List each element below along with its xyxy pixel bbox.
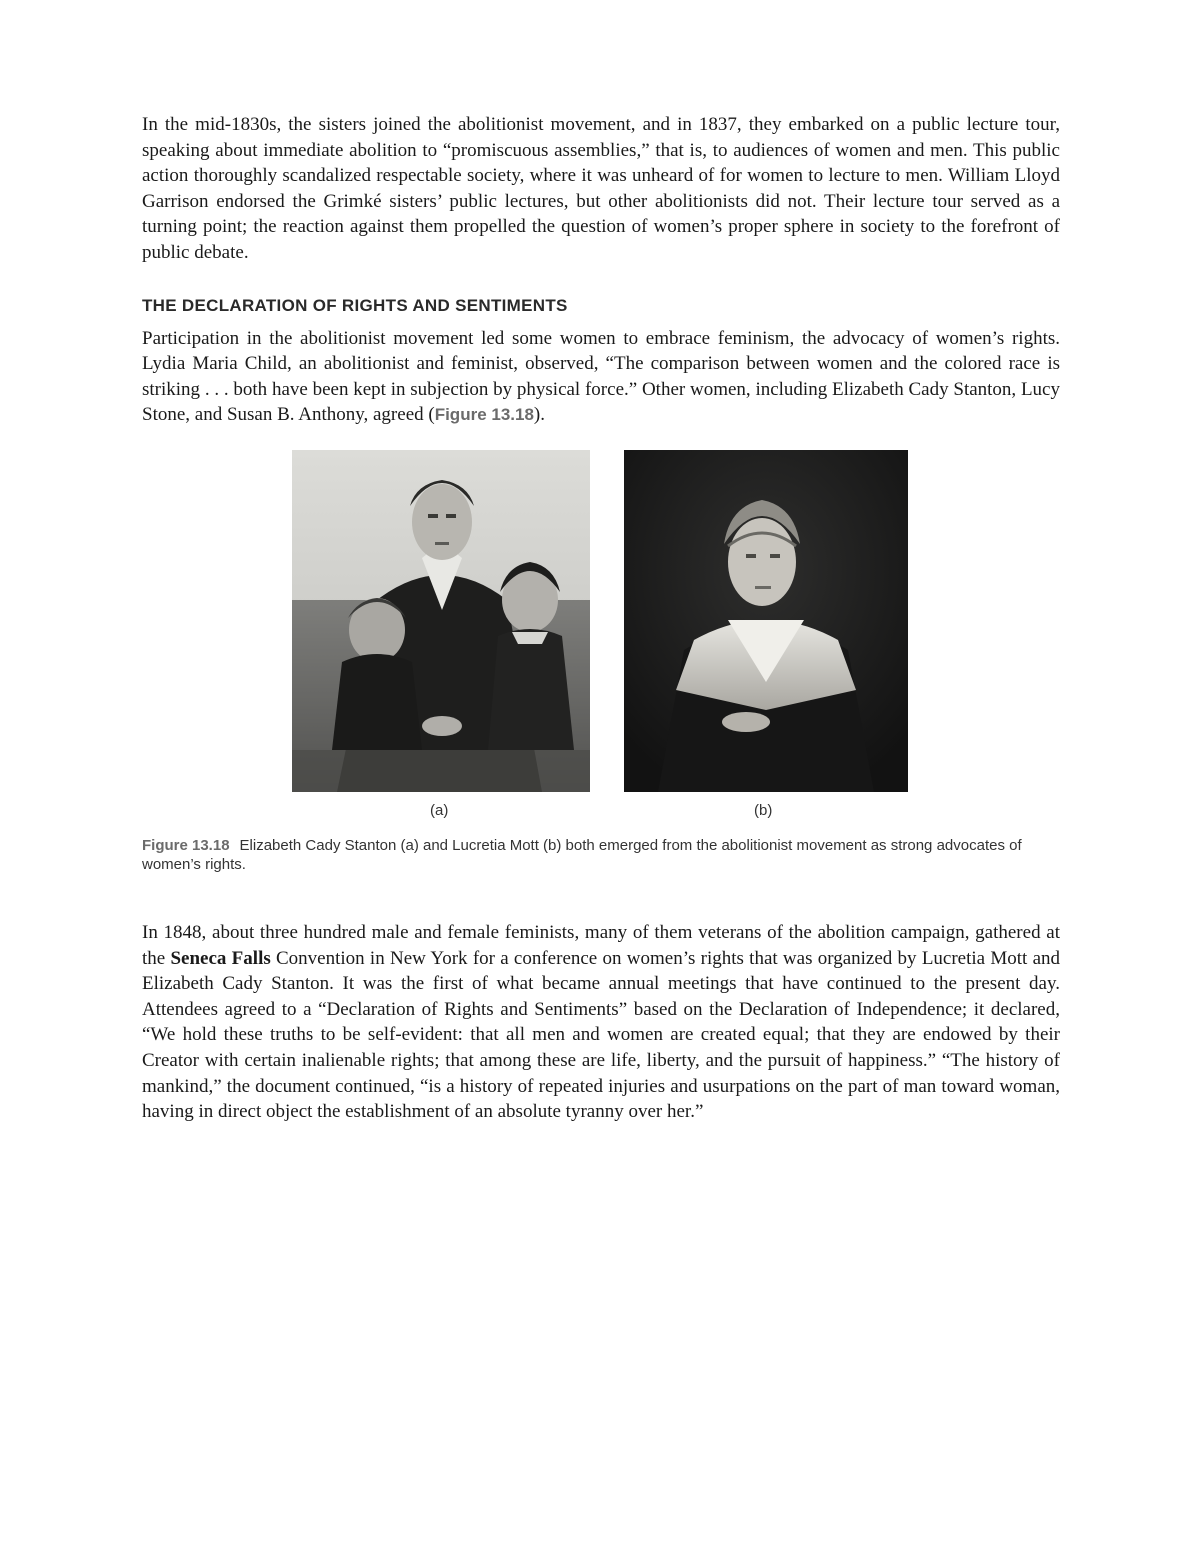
paragraph-feminism: [142, 326, 1060, 428]
paragraph-feminism-text: Participation in the abolitionist movement led some women to embrace feminism, the advocacy of women’s rights. Lydia Maria Child, an abolitionist and feminist, observed, “The comparison between women and the colored race is striking . . . both have been kept in subjection by physical force.” Other women, including Elizabeth Cady Stanton, Lucy Stone, and Susan B. Anthony, agreed (: [142, 327, 1060, 426]
stanton-portrait-image: [292, 450, 590, 792]
document-page: [142, 112, 1060, 1125]
subcaption-b: (b): [754, 801, 773, 819]
paragraph-seneca-falls-end: Convention in New York for a conference on women’s rights that was organized by Lucretia Mott and Elizabeth Cady Stanton. It was the first of what became annual meetings that have continued to the present day. Attendees agreed to a “Declaration of Rights and Sentiments” based on the Declaration of Independence; it declared, “We hold these truths to be self-evident: that all men and women are created equal; that they are endowed by their Creator with certain inalienable rights; that among these are life, liberty, and the pursuit of happiness.” “The history of mankind,” the document continued, “is a history of repeated injuries and usurpations on the part of man toward woman, having in direct object the establishment of an absolute tyranny over her.”: [142, 947, 1061, 1123]
figure-13-18: [142, 450, 1060, 830]
paragraph-grimke-lecture-tour: In the mid-1830s, the sisters joined the abolitionist movement, and in 1837, they embarked on a public lecture tour, speaking about immediate abolition to “promiscuous assemblies,” that is, to audiences of women and men. This public action thoroughly scandalized respectable society, where it was unheard of for women to lecture to men. William Lloyd Garrison endorsed the Grimké sisters’ public lectures, but other abolitionists did not. Their lecture tour served as a turning point; the reaction against them propelled the question of women’s proper sphere in society to the forefront of public debate.: [142, 114, 1060, 263]
paragraph-seneca-falls-text: In 1848, about three hundred male and female feminists, many of them veterans of the abolition campaign, gathered at the: [142, 921, 1060, 969]
subcaption-a: (a): [430, 801, 449, 819]
section-heading: THE DECLARATION OF RIGHTS AND SENTIMENTS: [142, 295, 568, 315]
figure-caption: [142, 836, 1060, 874]
paragraph-feminism-end: ).: [533, 404, 545, 426]
key-term-seneca-falls: Seneca Falls: [170, 947, 271, 969]
figure-caption-label: Figure 13.18: [142, 836, 230, 854]
paragraph-seneca-falls: [142, 920, 1060, 1125]
figure-caption-text: Elizabeth Cady Stanton (a) and Lucretia Mott (b) both emerged from the abolitionist movement as strong advocates of women’s rights.: [142, 836, 1022, 873]
mott-portrait-image: [624, 450, 908, 792]
figure-reference-link[interactable]: Figure 13.18: [434, 405, 534, 425]
